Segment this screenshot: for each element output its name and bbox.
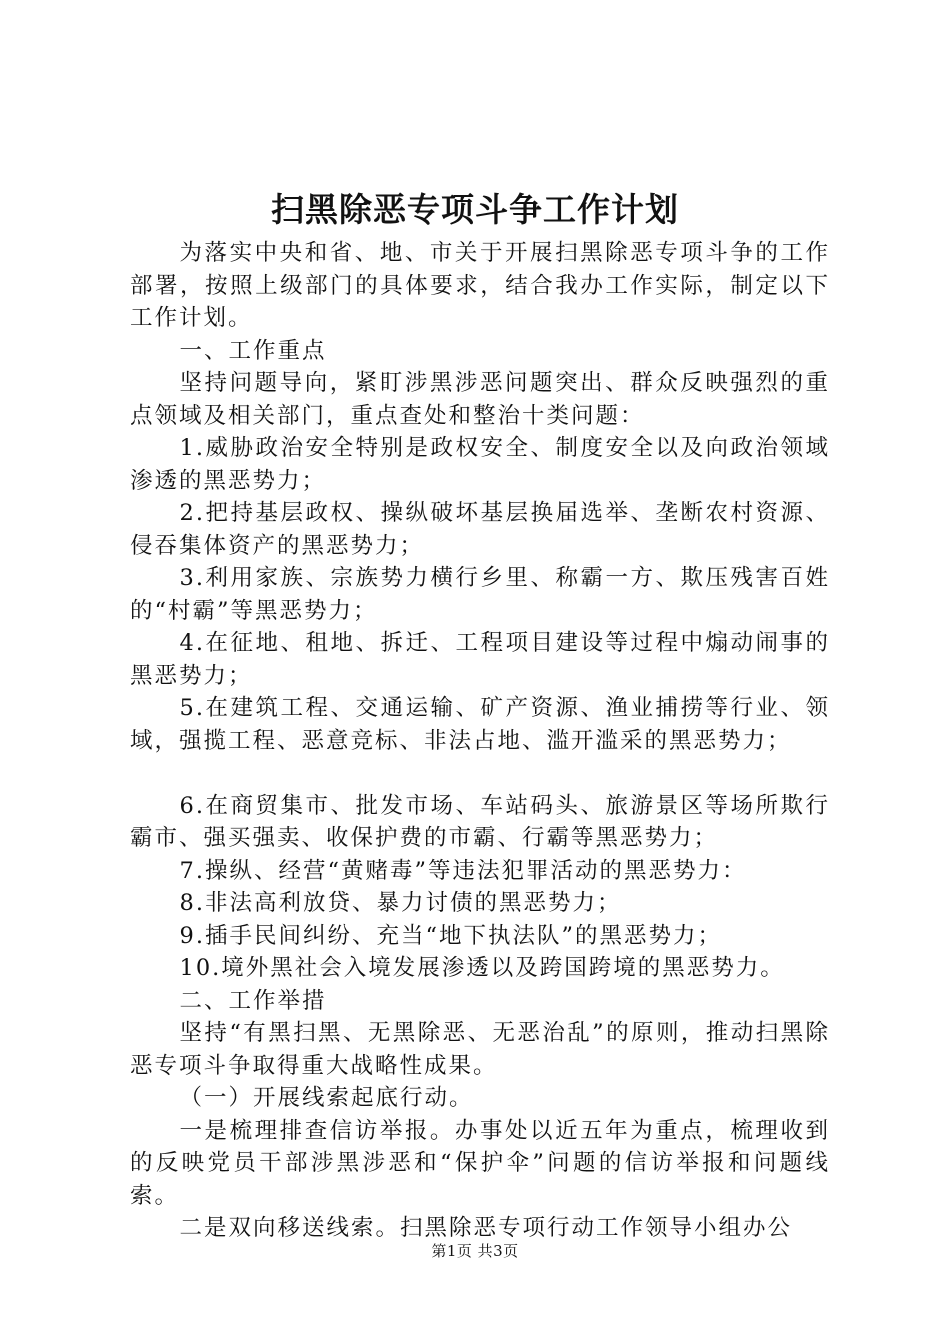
list-item-4: 4.在征地、租地、拆迁、工程项目建设等过程中煽动闹事的黑恶势力；: [130, 630, 830, 689]
list-item-9: 9.插手民间纠纷、充当“地下执法队”的黑恶势力；: [179, 922, 722, 949]
list-item-1: 1.威胁政治安全特别是政权安全、制度安全以及向政治领域渗透的黑恶势力；: [130, 435, 830, 494]
list-item-10: 10.境外黑社会入境发展渗透以及跨国跨境的黑恶势力。: [179, 955, 785, 981]
list-item-7: 7.操纵、经营“黄赌毒”等违法犯罪活动的黑恶势力：: [179, 857, 747, 884]
list-item-5: 5.在建筑工程、交通运输、矿产资源、渔业捕捞等行业、领域，强揽工程、恶意竞标、非法占地、滥开滥采的黑恶势力；: [130, 695, 830, 754]
section-heading-work-focus: 一、工作重点: [179, 337, 327, 364]
focus-paragraph: 坚持问题导向，紧盯涉黑涉恶问题突出、群众反映强烈的重点领域及相关部门，重点查处和整治十类问题：: [130, 370, 830, 429]
list-item-6: 6.在商贸集市、批发市场、车站码头、旅游景区等场所欺行霸市、强买强卖、收保护费的市霸、行霸等黑恶势力；: [130, 792, 830, 851]
document-title: 扫黑除恶专项斗争工作计划: [271, 190, 679, 229]
document-body: [130, 237, 830, 1245]
list-item-3: 3.利用家族、宗族势力横行乡里、称霸一方、欺压残害百姓的“村霸”等黑恶势力；: [130, 565, 830, 624]
list-item-2: 2.把持基层政权、操纵破坏基层换届选举、垄断农村资源、侵吞集体资产的黑恶势力；: [130, 500, 830, 559]
intro-paragraph: 为落实中央和省、地、市关于开展扫黑除恶专项斗争的工作部署，按照上级部门的具体要求，结合我办工作实际，制定以下工作计划。: [130, 240, 830, 331]
measure-2-paragraph: 二是双向移送线索。扫黑除恶专项行动工作领导小组办公: [179, 1215, 793, 1241]
measure-1-paragraph: 一是梳理排查信访举报。办事处以近五年为重点，梳理收到的反映党员干部涉黑涉恶和“保护伞”问题的信访举报和问题线索。: [130, 1117, 830, 1209]
page-footer: 第1页 共3页: [431, 1242, 519, 1260]
principle-paragraph: 坚持“有黑扫黑、无黑除恶、无恶治乱”的原则，推动扫黑除恶专项斗争取得重大战略性成果。: [130, 1020, 830, 1079]
section-heading-work-measures: 二、工作举措: [179, 987, 327, 1014]
subsection-heading-1: （一）开展线索起底行动。: [179, 1085, 474, 1111]
list-item-8: 8.非法高利放贷、暴力讨债的黑恶势力；: [179, 890, 622, 916]
